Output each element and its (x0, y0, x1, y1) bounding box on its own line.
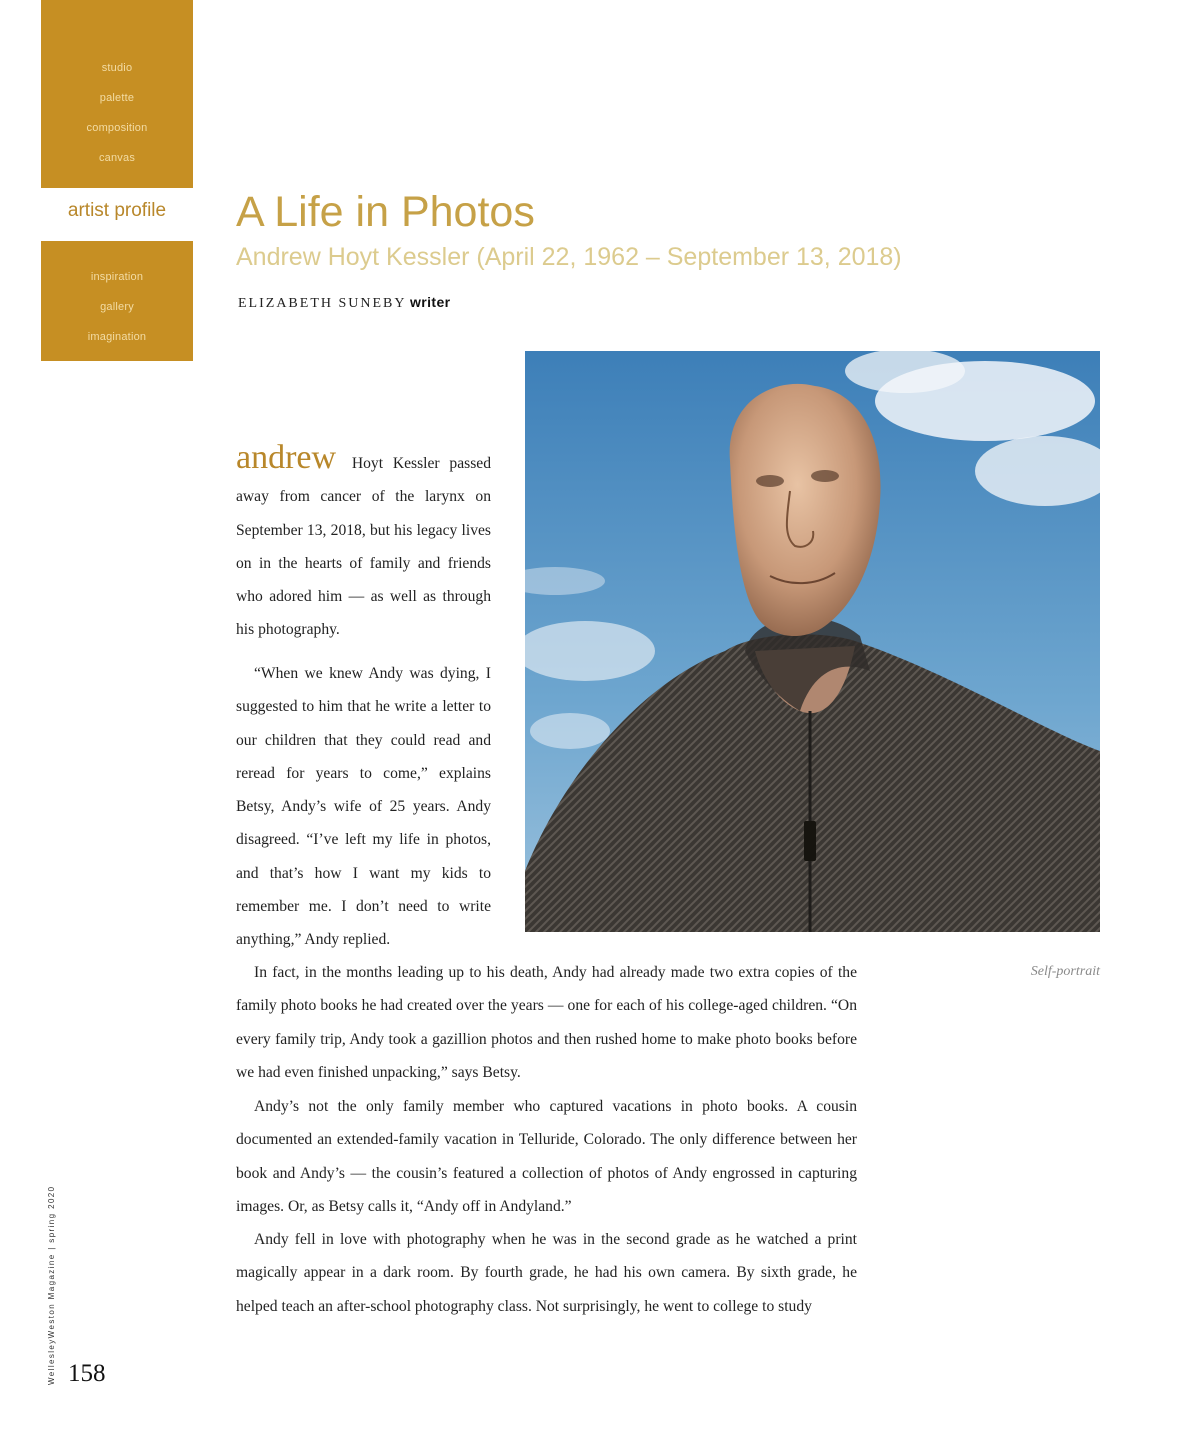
section-label-artist-profile: artist profile (67, 200, 167, 221)
nav-menu-top (41, 0, 193, 188)
paragraph-2: “When we knew Andy was dying, I suggested to him that he write a letter to our children that they could read and reread for years to come,” explains Betsy, Andy’s wife of 25 years. Andy disagreed. “I’ve left my life in photos, and that’s how I want my kids to remember me. I don’t need to write anything,” Andy replied. (236, 665, 491, 949)
nav-item-gallery[interactable]: gallery (100, 301, 134, 313)
paragraph-3: In fact, in the months leading up to his death, Andy had already made two extra copies of the family photo books he had created over the years — one for each of his college-aged children. “On every family trip, Andy took a gazillion photos and then rushed home to make photo books before we had even finished unpacking,” says Betsy. (236, 964, 857, 1081)
nav-item-inspiration[interactable]: inspiration (90, 271, 144, 283)
nav-menu-bottom (41, 241, 193, 361)
nav-item-imagination[interactable]: imagination (87, 331, 147, 343)
paragraph-1 (236, 439, 492, 647)
article-subtitle: Andrew Hoyt Kessler (April 22, 1962 – September 13, 2018) (236, 243, 902, 271)
article-title: A Life in Photos (236, 188, 535, 236)
photo-caption: Self-portrait (1030, 964, 1100, 979)
publication-credit: WellesleyWeston Magazine | spring 2020 (47, 1185, 56, 1385)
drop-cap-word: andrew (236, 439, 337, 476)
page-number: 158 (68, 1360, 106, 1387)
nav-item-palette[interactable]: palette (99, 92, 135, 104)
nav-item-studio[interactable]: studio (101, 62, 133, 74)
paragraph-5: Andy fell in love with photography when he was in the second grade as he watched a print magically appear in a dark room. By fourth grade, he had his own camera. By sixth grade, he helped teach an after-school photography class. Not surprisingly, he went to college to study (236, 1231, 857, 1315)
nav-item-composition[interactable]: composition (86, 122, 148, 134)
byline (238, 294, 451, 312)
paragraph-1-text: Hoyt Kessler passed away from cancer of the larynx on September 13, 2018, but his legacy lives on in the hearts of family and friends who adored him — as well as through his photography. (236, 455, 492, 639)
byline-role: writer (410, 294, 451, 310)
nav-item-canvas[interactable]: canvas (98, 152, 136, 164)
byline-author: ELIZABETH SUNEBY (238, 296, 407, 311)
paragraph-4: Andy’s not the only family member who captured vacations in photo books. A cousin documented an extended-family vacation in Telluride, Colorado. The only difference between her book and Andy’s — the cousin’s featured a collection of photos of Andy engrossed in capturing images. Or, as Betsy calls it, “Andy off in Andyland.” (236, 1098, 857, 1215)
self-portrait-photo (525, 351, 1100, 932)
